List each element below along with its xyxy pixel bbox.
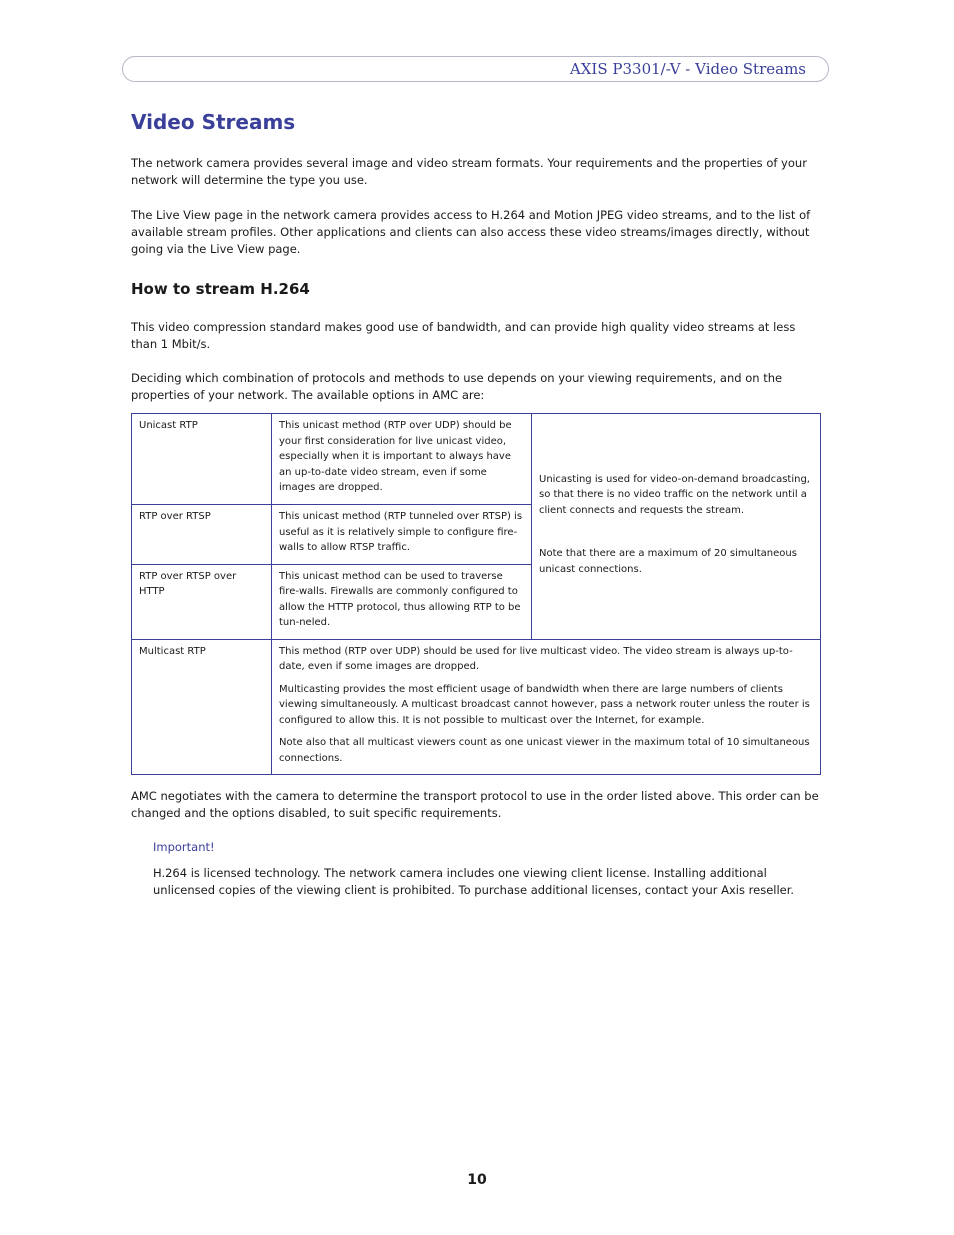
table-row xyxy=(132,414,821,505)
option-description: This unicast method can be used to traverse fire-walls. Firewalls are commonly configured to allow the HTTP protocol, thus allowing RTP to be tun-neled. xyxy=(272,564,532,639)
page-number: 10 xyxy=(467,1172,487,1188)
table-row xyxy=(132,639,821,775)
unicast-note-text: Unicasting is used for video-on-demand broadcasting, so that there is no video traffic on the network until a client connects and requests the stream. xyxy=(539,473,810,516)
running-header xyxy=(122,56,829,82)
option-name: RTP over RTSP xyxy=(132,505,272,565)
intro-paragraph-1: The network camera provides several image and video stream formats. Your requirements and the properties of your network will determine the type you use. xyxy=(131,156,807,187)
section-paragraph-2: Deciding which combination of protocols and methods to use depends on your viewing requirements, and on the properties of your network. The available options in AMC are: xyxy=(131,371,783,402)
multicast-paragraph-2: Multicasting provides the most efficient usage of bandwidth when there are large numbers of clients viewing simultaneously. A multicast broadcast cannot however, pass a network router unless the router is configured to allow this. It is not possible to multicast over the Internet, for example. xyxy=(279,683,810,726)
option-name: Unicast RTP xyxy=(132,414,272,505)
streaming-options-table xyxy=(131,413,821,775)
header-title: AXIS P3301/-V - Video Streams xyxy=(569,60,806,78)
unicast-note-cell xyxy=(532,414,821,640)
unicast-limit-note: Note that there are a maximum of 20 simultaneous unicast connections. xyxy=(539,548,797,575)
section-paragraph-1: This video compression standard makes good use of bandwidth, and can provide high quality video streams at less than 1 Mbit/s. xyxy=(131,320,796,351)
important-label: Important! xyxy=(153,840,215,854)
option-name: Multicast RTP xyxy=(132,639,272,775)
page-title: Video Streams xyxy=(131,110,296,134)
multicast-paragraph-3: Note also that all multicast viewers count as one unicast viewer in the maximum total of 10 simultaneous connections. xyxy=(279,737,810,764)
section-heading: How to stream H.264 xyxy=(131,280,310,298)
multicast-paragraph-1: This method (RTP over UDP) should be used for live multicast video. The video stream is always up-to-date, even if some images are dropped. xyxy=(279,645,793,672)
option-description: This unicast method (RTP tunneled over RTSP) is useful as it is relatively simple to configure fire-walls to allow RTSP traffic. xyxy=(272,505,532,565)
multicast-description xyxy=(272,639,821,775)
option-description: This unicast method (RTP over UDP) should be your first consideration for live unicast video, especially when it is important to always have an up-to-date video stream, even if some images are dropped. xyxy=(272,414,532,505)
after-table-paragraph: AMC negotiates with the camera to determine the transport protocol to use in the order listed above. This order can be changed and the options disabled, to suit specific requirements. xyxy=(131,789,819,820)
option-name: RTP over RTSP over HTTP xyxy=(132,564,272,639)
intro-paragraph-2: The Live View page in the network camera provides access to H.264 and Motion JPEG video streams, and to the list of available stream profiles. Other applications and clients can also access these video streams/images directly, without going via the Live View page. xyxy=(131,208,811,256)
important-text: H.264 is licensed technology. The network camera includes one viewing client license. Installing additional unlicensed copies of the viewing client is prohibited. To purchase additional licenses, contact your Axis reseller. xyxy=(153,866,795,897)
